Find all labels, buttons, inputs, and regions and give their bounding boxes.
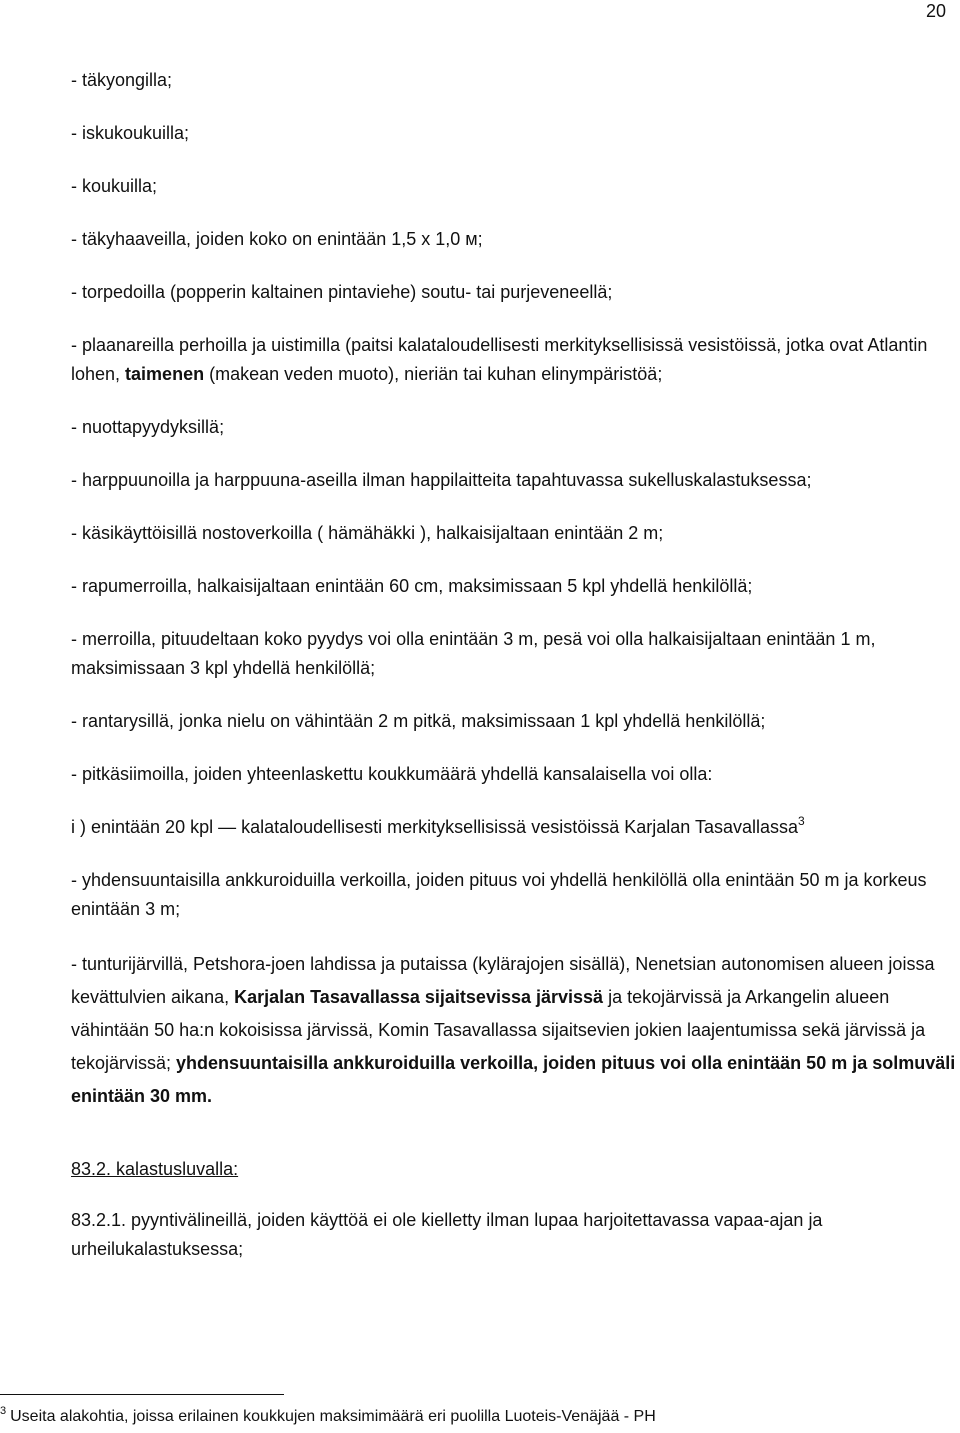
list-item: - täkyhaaveilla, joiden koko on enintään 1,5 x 1,0 м; [71,229,483,249]
list-item: - täkyongilla; [71,70,173,90]
list-item: - nuottapyydyksillä; [71,417,225,437]
list-item-bold-text: taimenen [125,364,205,384]
section-heading: 83.2. kalastusluvalla: [71,1159,239,1179]
list-item: - käsikäyttöisillä nostoverkoilla ( hämähäkki ), halkaisijaltaan enintään 2 m; [71,523,664,543]
list-item: - iskukoukuilla; [71,123,190,143]
document-body [71,66,957,1264]
footnote-reference: 3 [798,814,805,828]
subsection-text: 83.2.1. pyyntivälineillä, joiden käyttöä ei ole kielletty ilman lupaa harjoitettavassa vapaa-ajan ja urheilukalastuksessa; [71,1210,823,1259]
list-item: - torpedoilla (popperin kaltainen pintaviehe) soutu- tai purjeveneellä; [71,282,613,302]
list-item [71,813,957,842]
list-item-text: ja tekojärvissä ja Arkangelin alueen vähintään 50 ha:n kokoisissa järvissä, Komin Tasavallassa sijaitsevien jokien laajentumissa sekä järvissä ja tekojärvissä; [71,987,926,1073]
list-item: - pitkäsiimoilla, joiden yhteenlaskettu koukkumäärä yhdellä kansalaisella voi olla: [71,764,713,784]
list-item: - rapumerroilla, halkaisijaltaan enintään 60 cm, maksimissaan 5 kpl yhdellä henkilöllä; [71,576,753,596]
list-item: - rantarysillä, jonka nielu on vähintään 2 m pitkä, maksimissaan 1 kpl yhdellä henkilöllä; [71,711,766,731]
footnote [0,1406,656,1428]
list-item-text: (makean veden muoto), nieriän tai kuhan elinympäristöä; [204,364,663,384]
list-item [71,948,957,1113]
list-item-text: - plaanareilla perhoilla ja uistimilla (paitsi kalataloudellisesti merkityksellisissä vesistöissä, jotka ovat Atlantin lohen, [71,335,928,384]
footnote-divider [0,1394,284,1395]
page-number: 20 [925,1,946,21]
list-item-bold-text: Karjalan Tasavallassa sijaitsevissa järvissä [234,987,604,1007]
list-item-bold-text: yhdensuuntaisilla ankkuroiduilla verkoilla, joiden pituus voi olla enintään 50 m ja solmuväli enintään 30 mm. [71,1053,956,1106]
list-item: - yhdensuuntaisilla ankkuroiduilla verkoilla, joiden pituus voi yhdellä henkilöllä olla enintään 50 m ja korkeus enintään 3 m; [71,870,927,919]
list-item-text: - tunturijärvillä, Petshora-joen lahdissa ja putaissa (kylärajojen sisällä), Nenetsian autonomisen alueen joissa kevättulvien aikana, [71,954,935,1007]
footnote-mark: 3 [0,1405,7,1417]
list-item [71,331,957,389]
list-item-text: i ) enintään 20 kpl — kalataloudellisesti merkityksellisissä vesistöissä Karjalan Tasavallassa [71,817,798,837]
list-item: - merroilla, pituudeltaan koko pyydys voi olla enintään 3 m, pesä voi olla halkaisijaltaan enintään 1 m, maksimissaan 3 kpl yhdellä henkilöllä; [71,629,876,678]
list-item: - harppuunoilla ja harppuuna-aseilla ilman happilaitteita tapahtuvassa sukelluskalastuksessa; [71,470,812,490]
footnote-text: Useita alakohtia, joissa erilainen koukkujen maksimimäärä eri puolilla Luoteis-Venäjää - PH [10,1408,656,1425]
list-item: - koukuilla; [71,176,158,196]
